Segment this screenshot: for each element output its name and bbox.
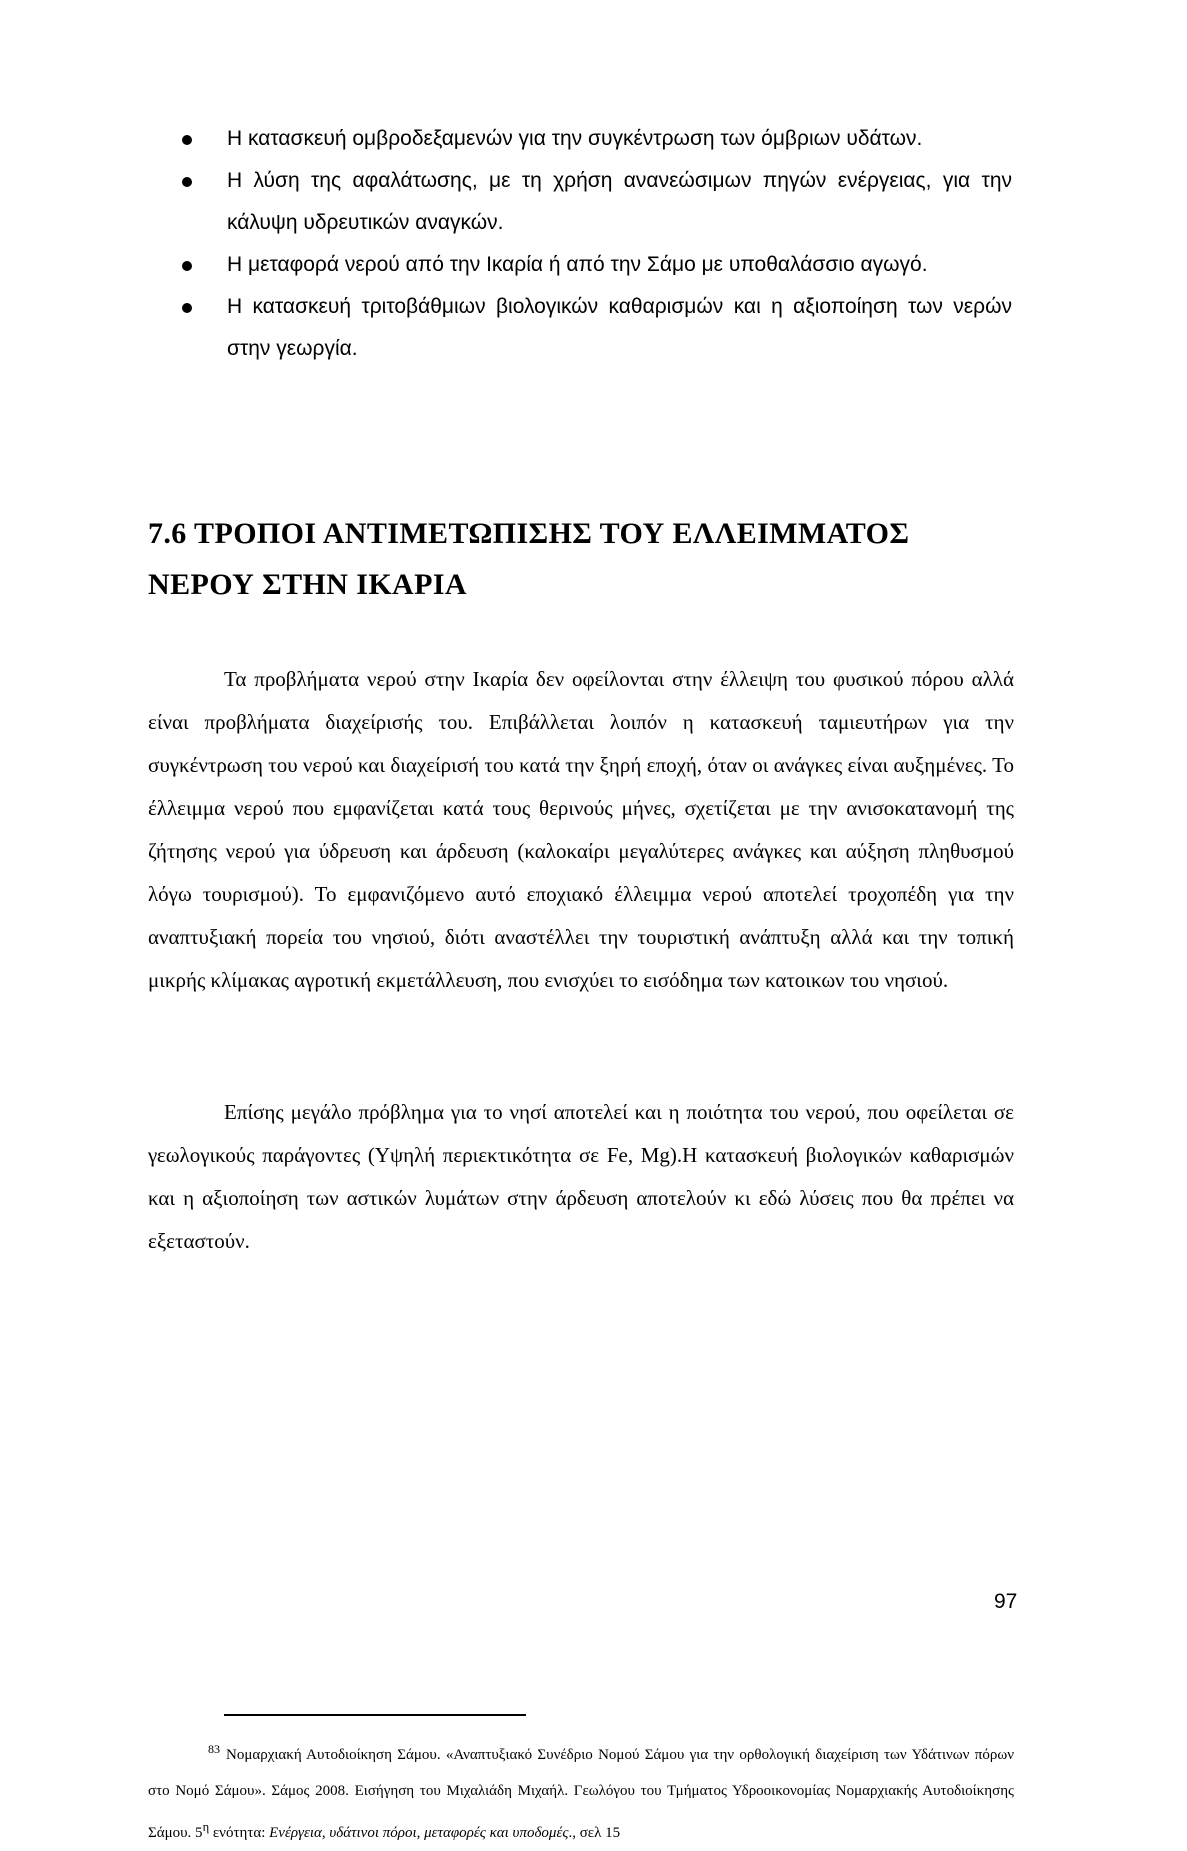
bullet-icon xyxy=(182,135,192,145)
footnote-italic-title: Ενέργεια, υδάτινοι πόροι, μεταφορές και υποδομές xyxy=(269,1825,569,1841)
body-paragraph xyxy=(148,1091,1014,1263)
bullet-text: Η λύση της αφαλάτωσης, με τη χρήση ανανεώσιμων πηγών ενέργειας, για την κάλυψη υδρευτικών αναγκών. xyxy=(227,169,1012,234)
paragraph-text: Επίσης μεγάλο πρόβλημα για το νησί αποτελεί και η ποιότητα του νερού, που οφείλεται σε γεωλογικούς παράγοντες (Υψηλή περιεκτικότητα σε Fe, Mg).Η κατασκευή βιολογικών καθαρισμών και η αξιοποίηση των αστικών λυμάτων στην άρδευση αποτελούν κι εδώ λύσεις που θα πρέπει να εξεταστούν. xyxy=(148,1100,1014,1253)
bullet-icon xyxy=(182,261,192,271)
footnote-tail: ., σελ 15 xyxy=(568,1825,621,1841)
bullet-icon xyxy=(182,177,192,187)
footnote-separator xyxy=(224,1714,526,1716)
paragraph-text: Τα προβλήματα νερού στην Ικαρία δεν οφείλονται στην έλλειψη του φυσικού πόρου αλλά είναι προβλήματα διαχείρισής του. Επιβάλλεται λοιπόν η κατασκευή ταμιευτήρων για την συγκέντρωση του νερού και διαχείρισή του κατά την ξηρή εποχή, όταν οι ανάγκες είναι αυξημένες. Το έλλειμμα νερού που εμφανίζεται κατά τους θερινούς μήνες, σχετίζεται με την ανισοκατανομή της ζήτησης νερού για ύδρευση και άρδευση (καλοκαίρι μεγαλύτερες ανάγκες και αύξηση πληθυσμού λόγω τουρισμού). Το εμφανιζόμενο αυτό εποχιακό έλλειμμα νερού αποτελεί τροχοπέδη για την αναπτυξιακή πορεία του νησιού, διότι αναστέλλει την τουριστική ανάπτυξη αλλά και την τοπική μικρής κλίμακας αγροτική εκμετάλλευση, που ενισχύει το εισόδημα των κατοικων του νησιού. xyxy=(148,667,1014,992)
body-paragraph xyxy=(148,658,1014,1002)
bullet-text: Η κατασκευή τριτοβάθμιων βιολογικών καθαρισμών και η αξιοποίηση των νερών στην γεωργία. xyxy=(227,295,1012,360)
bullet-list xyxy=(182,118,1012,370)
footnote-superscript: η xyxy=(202,1820,210,1834)
bullet-text: Η μεταφορά νερού από την Ικαρία ή από την Σάμο με υποθαλάσσιο αγωγό. xyxy=(227,253,928,276)
bullet-icon xyxy=(182,303,192,313)
section-heading: 7.6 ΤΡΟΠΟΙ ΑΝΤΙΜΕΤΩΠΙΣΗΣ ΤΟΥ ΕΛΛΕΙΜΜΑΤΟΣ ΝΕΡΟΥ ΣΤΗΝ ΙΚΑΡΙΑ xyxy=(148,517,910,601)
footnote-text: Νομαρχιακή Αυτοδιοίκηση Σάμου. «Αναπτυξιακό Συνέδριο Νομού Σάμου για την ορθολογική διαχείριση των Υδάτινων πόρων στο Νομό Σάμου». Σάμος 2008. Εισήγηση του Μιχαλιάδη Μιχαήλ. Γεωλόγου του Τμήματος Υδροοικονομίας Νομαρχιακής Αυτοδιοίκησης Σάμου. 5 xyxy=(148,1747,1014,1841)
page-number: 97 xyxy=(994,1590,1018,1613)
footnote-number: 83 xyxy=(208,1742,220,1756)
bullet-text: Η κατασκευή ομβροδεξαμενών για την συγκέντρωση των όμβριων υδάτων. xyxy=(227,127,923,150)
list-item xyxy=(182,118,1012,160)
list-item xyxy=(182,286,1012,370)
footnote-label: ενότητα: xyxy=(209,1825,270,1841)
list-item xyxy=(182,160,1012,244)
list-item xyxy=(182,244,1012,286)
footnote xyxy=(148,1731,1014,1851)
